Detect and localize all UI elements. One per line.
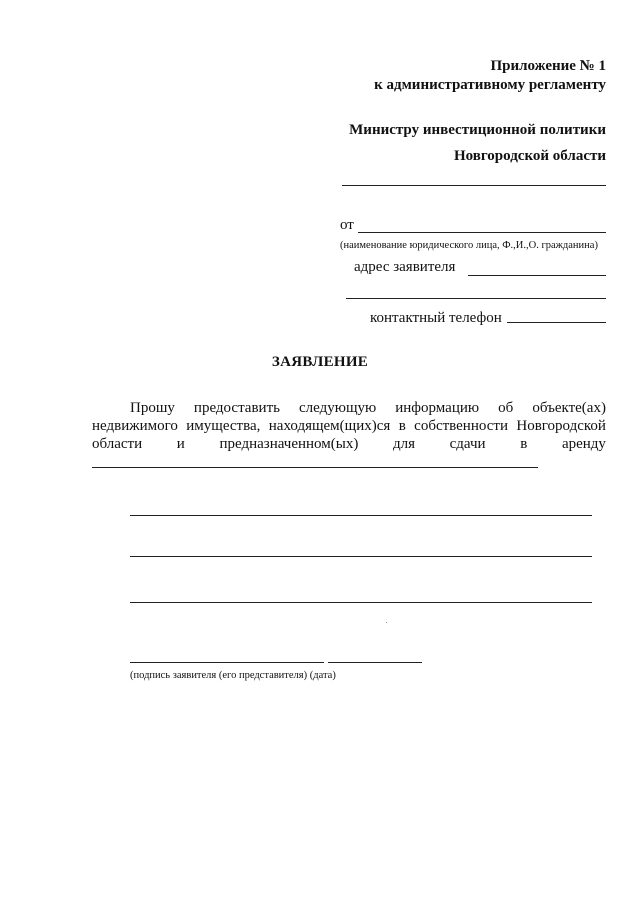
addressee-blank-line — [342, 185, 606, 186]
appendix-subtitle: к административному регламенту — [374, 77, 606, 93]
date-line — [328, 662, 422, 663]
blank-line-2 — [130, 556, 592, 557]
body-word: в — [398, 418, 406, 434]
body-word: находящем(щих)ся — [268, 418, 391, 434]
from-label: от — [340, 217, 354, 233]
body-word: объекте(ах) — [532, 400, 606, 416]
blank-line-3 — [130, 602, 592, 603]
phone-label: контактный телефон — [370, 310, 502, 326]
address-label: адрес заявителя — [354, 259, 456, 275]
body-word: информацию — [395, 400, 480, 416]
addressee-line-1: Министру инвестиционной политики — [349, 122, 606, 138]
body-word: сдачи — [449, 436, 486, 452]
body-blank-line — [92, 467, 538, 468]
address-blank-line — [468, 275, 606, 276]
from-hint: (наименование юридического лица, Ф.,И.,О. гражданина) — [340, 240, 598, 251]
body-word: недвижимого — [92, 418, 178, 434]
body-word: и — [176, 436, 185, 452]
blank-line-1 — [130, 515, 592, 516]
body-word: области — [92, 436, 143, 452]
phone-blank-line — [507, 322, 606, 323]
body-word: Новгородской — [516, 418, 606, 434]
body-word: аренду — [561, 436, 606, 452]
body-word: следующую — [299, 400, 377, 416]
body-line-1 — [92, 399, 606, 417]
appendix-title: Приложение № 1 — [490, 58, 606, 74]
address-blank-line-2 — [346, 298, 606, 299]
body-word: для — [392, 436, 415, 452]
body-word: предназначенном(ых) — [219, 436, 359, 452]
body-word: собственности — [414, 418, 508, 434]
from-blank-line — [358, 232, 606, 233]
body-line-2 — [92, 417, 606, 435]
scan-speck — [386, 622, 387, 623]
body-word: Прошу — [130, 400, 175, 416]
signature-hint: (подпись заявителя (его представителя) (дата) — [130, 670, 336, 681]
body-word: предоставить — [193, 400, 280, 416]
addressee-line-2: Новгородской области — [453, 148, 606, 164]
document-heading: ЗАЯВЛЕНИЕ — [271, 354, 369, 370]
signature-line — [130, 662, 324, 663]
body-line-3 — [92, 435, 606, 453]
body-word: об — [498, 400, 514, 416]
body-word: в — [520, 436, 528, 452]
body-word: имущества, — [186, 418, 261, 434]
